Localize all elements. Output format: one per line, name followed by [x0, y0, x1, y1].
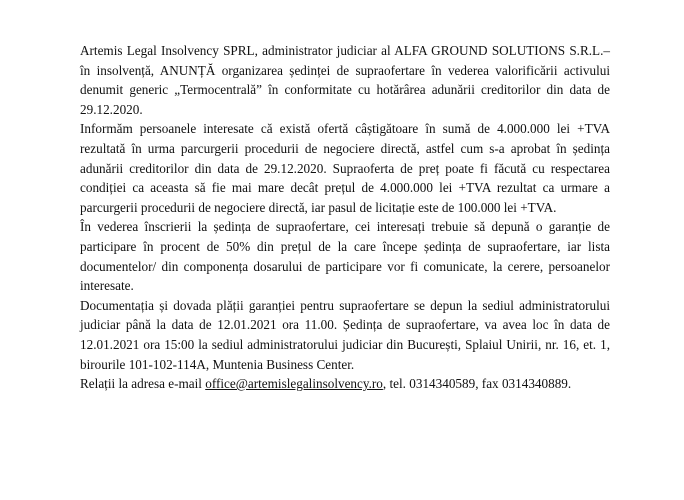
contact-suffix: , tel. 0314340589, fax 0314340889. — [382, 376, 572, 392]
email-link[interactable]: office@artemislegalinsolvency.ro — [205, 376, 383, 392]
contact-paragraph — [80, 374, 610, 394]
contact-prefix: Relații la adresa e-mail — [80, 376, 206, 392]
intro-paragraph: Artemis Legal Insolvency SPRL, administrator judiciar al ALFA GROUND SOLUTIONS S.R.L.– în insolvență, ANUNȚĂ organizarea ședinței de supraofertare în vederea valorificării activului denumit generic „Termocentrală” în conformitate cu hotărârea adunării creditorilor din data de 29.12.2020. — [80, 43, 610, 117]
announcement-document — [80, 41, 610, 394]
guarantee-paragraph: În vederea înscrierii la ședința de supraofertare, cei interesați trebuie să depună o garanție de participare în procent de 50% din prețul de la care începe ședința de supraofertare, iar lista documentelor/ din componența dosarului de participare vor fi comunicate, la cerere, persoanelor interesate. — [80, 219, 610, 294]
offer-paragraph: Informăm persoanele interesate că există ofertă câștigătoare în sumă de 4.000.000 lei +TVA rezultată în urma parcurgerii procedurii de negociere directă, astfel cum s-a aprobat în ședința adunării creditorilor din data de 29.12.2020. Supraoferta de preț poate fi făcută cu respectarea condiției ca aceasta să fie mai mare decât prețul de 4.000.000 lei +TVA rezultat ca urmare a parcurgerii procedurii de negociere directă, iar pasul de licitație este de 100.000 lei +TVA. — [80, 121, 610, 215]
schedule-paragraph: Documentația și dovada plății garanției pentru supraofertare se depun la sediul administratorului judiciar până la data de 12.01.2021 ora 11.00. Ședința de supraofertare, va avea loc în data de 12.01.2021 ora 15:00 la sediul administratorului judiciar din București, Splaiul Unirii, nr. 16, et. 1, birourile 101-102-114A, Muntenia Business Center. — [80, 297, 610, 372]
